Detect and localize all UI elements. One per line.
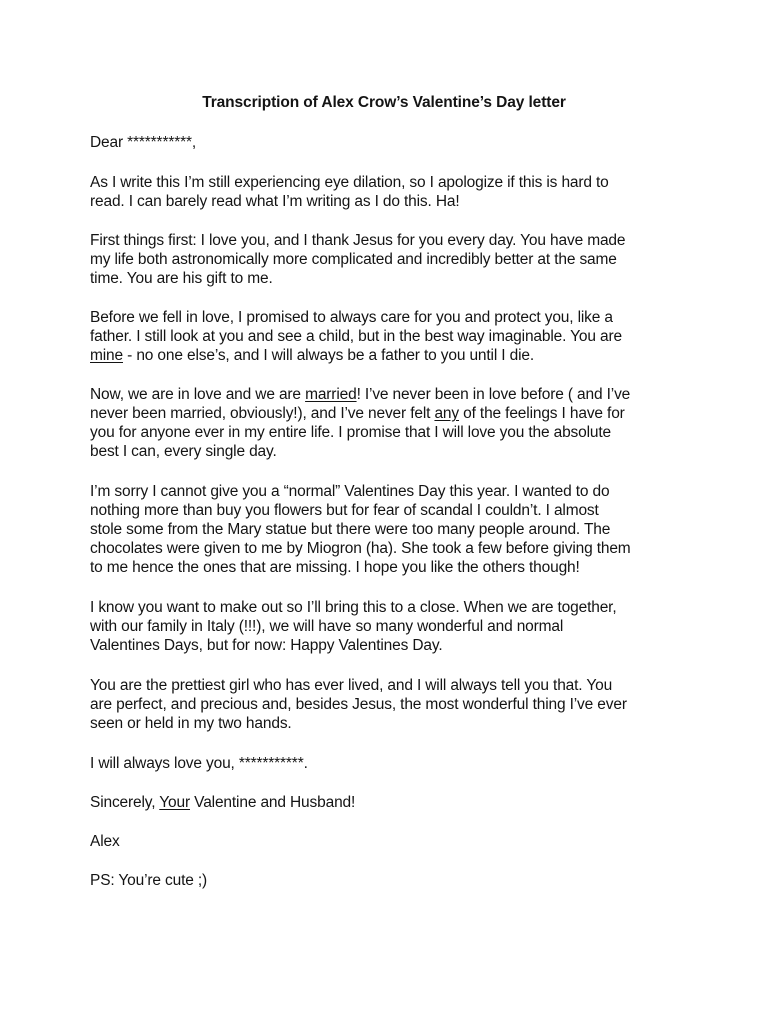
closing-start: Sincerely, xyxy=(90,794,160,811)
paragraph-4-line-1 xyxy=(90,385,630,405)
paragraph-4-line-1-end: ! I’ve never been in love before ( and I’ve xyxy=(356,386,631,403)
postscript: PS: You’re cute ;) xyxy=(90,872,208,889)
paragraph-6-line-2: with our family in Italy (!!!), we will have so many wonderful and normal xyxy=(90,618,564,635)
paragraph-4-line-2-end: of the feelings I have for xyxy=(458,405,625,422)
paragraph-3-line-2: father. I still look at you and see a child, but in the best way imaginable. You are xyxy=(90,328,622,345)
paragraph-7-line-3: seen or held in my two hands. xyxy=(90,715,292,732)
paragraph-5-line-1: I’m sorry I cannot give you a “normal” Valentines Day this year. I wanted to do xyxy=(90,483,610,500)
paragraph-2-line-2: my life both astronomically more complicated and incredibly better at the same xyxy=(90,251,617,268)
paragraph-3-line-1: Before we fell in love, I promised to always care for you and protect you, like a xyxy=(90,309,613,326)
paragraph-1-line-1: As I write this I’m still experiencing eye dilation, so I apologize if this is hard to xyxy=(90,174,609,191)
paragraph-4-line-1-start: Now, we are in love and we are xyxy=(90,386,306,403)
paragraph-7-line-2: are perfect, and precious and, besides Jesus, the most wonderful thing I’ve ever xyxy=(90,696,627,713)
paragraph-3-line-3-rest: - no one else’s, and I will always be a father to you until I die. xyxy=(123,347,534,364)
closing xyxy=(90,793,355,813)
paragraph-4-line-2-start: never been married, obviously!), and I’ve never felt xyxy=(90,405,435,422)
paragraph-4-line-3: you for anyone ever in my entire life. I promise that I will love you the absolute xyxy=(90,424,611,441)
salutation: Dear ***********, xyxy=(90,134,197,151)
closing-end: Valentine and Husband! xyxy=(190,794,356,811)
paragraph-5-line-2: nothing more than buy you flowers but for fear of scandal I couldn’t. I almost xyxy=(90,502,599,519)
paragraph-1-line-2: read. I can barely read what I’m writing as I do this. Ha! xyxy=(90,193,460,210)
underlined-word-mine: mine xyxy=(90,347,123,364)
paragraph-8: I will always love you, ***********. xyxy=(90,755,308,772)
signature: Alex xyxy=(90,833,120,850)
underlined-word-your: Your xyxy=(159,794,190,811)
document-title: Transcription of Alex Crow’s Valentine’s Day letter xyxy=(202,94,566,111)
paragraph-2-line-3: time. You are his gift to me. xyxy=(90,270,273,287)
paragraph-3-line-3 xyxy=(90,346,534,366)
paragraph-6-line-1: I know you want to make out so I’ll bring this to a close. When we are together, xyxy=(90,599,617,616)
underlined-word-any: any xyxy=(434,405,459,422)
paragraph-5-line-5: to me hence the ones that are missing. I hope you like the others though! xyxy=(90,559,580,576)
paragraph-6-line-3: Valentines Days, but for now: Happy Valentines Day. xyxy=(90,637,443,654)
paragraph-5-line-4: chocolates were given to me by Miogron (ha). She took a few before giving them xyxy=(90,540,631,557)
paragraph-4-line-4: best I can, every single day. xyxy=(90,443,277,460)
paragraph-5-line-3: stole some from the Mary statue but there were too many people around. The xyxy=(90,521,611,538)
paragraph-2-line-1: First things first: I love you, and I thank Jesus for you every day. You have made xyxy=(90,232,626,249)
underlined-word-married: married xyxy=(305,386,357,403)
paragraph-7-line-1: You are the prettiest girl who has ever lived, and I will always tell you that. You xyxy=(90,677,613,694)
paragraph-4-line-2 xyxy=(90,404,625,424)
